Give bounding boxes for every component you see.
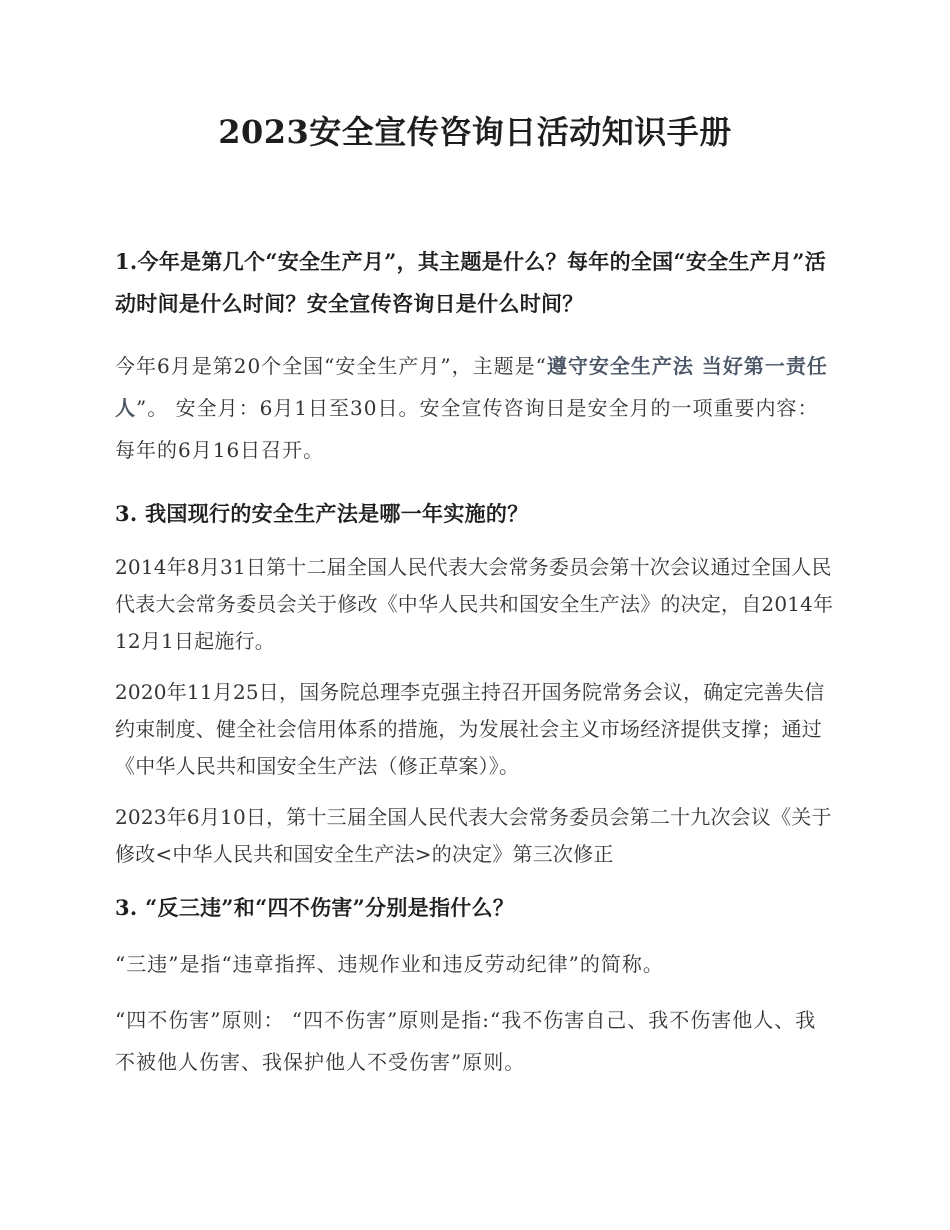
document-title: 2023安全宣传咨询日活动知识手册 xyxy=(218,113,732,151)
question-2: 3. 我国现行的安全生产法是哪一年实施的？ xyxy=(115,501,529,526)
question-1: 1.今年是第几个“安全生产月”，其主题是什么？每年的全国“安全生产月”活动时间是什么时间？安全宣传咨询日是什么时间？ xyxy=(115,249,827,316)
answer-1 xyxy=(115,345,835,471)
document-body xyxy=(115,241,835,1083)
answer-2-paragraph: 2014年8月31日第十二届全国人民代表大会常务委员会第十次会议通过全国人民代表大会常务委员会关于修改《中华人民共和国安全生产法》的决定，自2014年12月1日起施行。 xyxy=(115,555,834,653)
answer-3-paragraph: “三违”是指“违章指挥、违规作业和违反劳动纪律”的简称。 xyxy=(115,952,664,976)
answer-1-text-before: 今年6月是第20个全国“安全生产月”，主题是“ xyxy=(115,354,547,378)
answer-2-paragraph: 2023年6月10日，第十三届全国人民代表大会常务委员会第二十九次会议《关于修改<中华人民共和国安全生产法>的决定》第三次修正 xyxy=(115,805,832,866)
answer-1-text-after: ”。 安全月：6月1日至30日。安全宣传咨询日是安全月的一项重要内容：每年的6月16日召开。 xyxy=(115,396,819,462)
safety-month-theme: 遵守安全生产法 当好第一责任人 xyxy=(115,354,828,420)
answer-2-paragraph: 2020年11月25日，国务院总理李克强主持召开国务院常务会议，确定完善失信约束制度、健全社会信用体系的措施，为发展社会主义市场经济提供支撑；通过《中华人民共和国安全生产法（修正草案）》。 xyxy=(115,680,825,778)
answer-3-paragraph: “四不伤害”原则： “四不伤害”原则是指:“我不伤害自己、我不伤害他人、我不被他人伤害、我保护他人不受伤害”原则。 xyxy=(115,1008,817,1074)
question-3: 3. “反三违”和“四不伤害”分别是指什么？ xyxy=(115,895,515,920)
